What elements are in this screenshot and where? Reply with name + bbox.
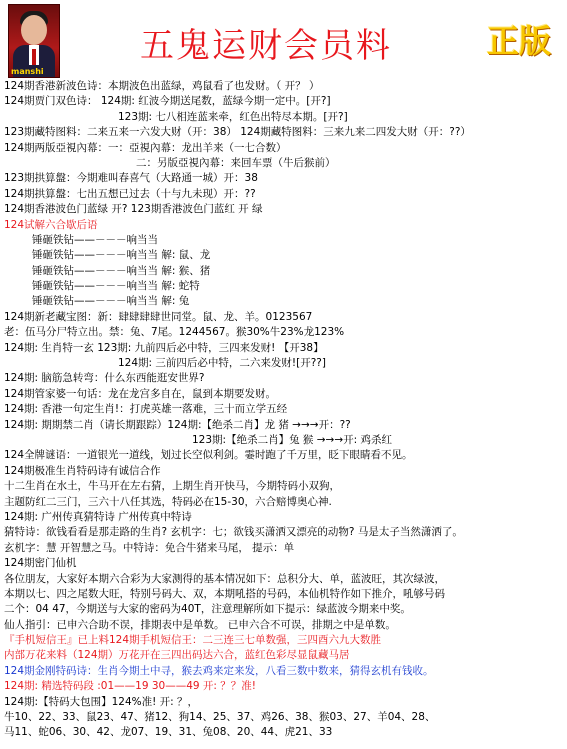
text-line: 锤砸铁钻——－－－响当当 解: 鼠、龙 (32, 249, 211, 262)
text-line: 老：伍马分尸特立出。禁：兔、7尾。1244567。猴30%牛23%龙123% (4, 326, 345, 339)
text-line: 124期: 广州传真猜特诗 广州传真中特诗 (4, 510, 192, 523)
content-body (4, 79, 563, 741)
text-line: 123期: 七八相连蓝来牵，红色出特尽本期。[开?] (118, 110, 348, 123)
text-line: 玄机字：慧 开智慧之马。中特诗：免合牛猪来马尾， 提示：单 (4, 541, 295, 554)
text-line: 124期密门仙机 (4, 557, 77, 570)
text-line: 124期: 三前四后必中特，二六来发财![开??] (118, 357, 326, 370)
avatar-logo: manshi (11, 67, 44, 76)
text-line: 124期: 脑筋急转弯：什么东西能逛安世界? (4, 372, 205, 385)
text-line: 124期金刚特码诗：生肖今期土中寻，猴去鸡来定来发，八看三数中数来，猜得玄机有钱收。 (4, 664, 434, 677)
avatar (8, 4, 60, 78)
text-line: 各位朋友，大家好本期六合彩为大家测得的基本情况如下：总积分大、单，蓝波旺，其次绿波， (4, 572, 445, 585)
text-line: 123期藏特图料：二来五来一六发大财（开：38） 124期藏特图料：三来九来二四发大财（开：??） (4, 126, 471, 139)
text-line: 124全牌谜语：一道银光一道线，划过长空似利剑。霎时跑了千万里，眨下眼睛看不见。 (4, 449, 413, 462)
text-line: 锤砸铁钻——－－－响当当 解: 兔 (32, 295, 190, 308)
text-line: 二：另版亞視內幕：来回车票（牛后猴前） (136, 156, 336, 169)
avatar-tie (32, 49, 36, 65)
text-line: 123期拱算盤：今期难叫春喜气（大路通一城）开：38 (4, 172, 258, 185)
text-line: 124期: 精选特码段 :01——19 30——49 开: ？？准! (4, 680, 256, 693)
text-line: 124期:【特码大包围】124%准! 开: ？， (4, 695, 199, 708)
text-line: 二个：04 47，今期送与大家的密码为40T，注意理解所如下提示：绿蓝波今期来中奖。 (4, 603, 411, 616)
page-header (0, 0, 567, 78)
text-line: 猜特诗：欲钱看看是那走路的生肖? 玄机字：七；欲钱买潇洒又漂亮的动物? 马是太子当然潇洒了。 (4, 526, 463, 539)
text-line: 124期新老藏宝图：新：肆肆肆肆世同堂。鼠、龙、羊。0123567 (4, 310, 313, 323)
text-line: 124期: 香港一句定生肖!：打虎英雄一落难，三十而立学五经 (4, 403, 288, 416)
text-line: 124期: 期期禁二肖（请长期跟踪）124期:【绝杀二肖】龙 猪 →→→开：?? (4, 418, 351, 431)
text-line: 124期: 生肖特一玄 123期: 九前四后必中特，三四来发财! 【开38】 (4, 341, 324, 354)
text-line: 锤砸铁钻——－－－响当当 (32, 233, 158, 246)
text-line: 124试解六合歇后语 (4, 218, 98, 231)
page-title: 五鬼运财会员料 (140, 26, 392, 66)
text-line: 124期管家婆一句话：龙在龙宫多自在，鼠到本期要发财。 (4, 387, 277, 400)
text-line: 牛10、22、33、鼠23、47、猪12、狗14、25、37、鸡26、38、猴03、27、羊04、28、 (4, 711, 436, 724)
text-line: 124期香港波色门蓝绿 开? 123期香港波色门蓝红 开 绿 (4, 203, 263, 216)
text-line: 锤砸铁钻——－－－响当当 解: 蛇特 (32, 280, 200, 293)
text-line: 十二生肖在水土，牛马开在左右猜，上期生肖开快马，今期特码小双狗， (4, 480, 340, 493)
genuine-badge: 正版 (487, 22, 552, 60)
text-line: 124期拱算盤：七出五想已过去（十与九未现）开：?? (4, 187, 256, 200)
text-line: 124期香港新波色诗：本期波色出蓝绿，鸡鼠看了也发财。（ 开？ ） (4, 80, 320, 92)
text-line: 『手机短信王』已上料124期手机短信王：二三连三七单数强，三四酉六九大数胜 (4, 634, 382, 647)
text-line: 123期:【绝杀二肖】兔 猴 →→→开: 鸡杀红 (192, 433, 393, 446)
text-line: 锤砸铁钻——－－－响当当 解: 猴、猪 (32, 264, 211, 277)
avatar-face (21, 15, 47, 45)
text-line: 马11、蛇06、30、42、龙07、19、31、兔08、20、44、虎21、33 (4, 726, 333, 739)
text-line: 仙人指引：已申六合助不误，排期表中是单数。 已申六合不可误，排期之中是单数。 (4, 618, 396, 631)
text-line: 主题防红二三门，三六十八任其选，特码必在15-30，六合赔博奥心神. (4, 495, 332, 508)
text-line: 内部万花来料（124期）万花开在三四出码达六合，蓝红色彩尽显鼠藏马居 (4, 649, 350, 662)
text-line: 本期以七、四之尾数大旺，特别号码大、双，本期吼搭的号码，本仙机特作如下推介，吼够号码 (4, 587, 445, 600)
text-line: 124期贾门双色诗： 124期: 红波今期送尾数，蓝绿今期一定中。[开?] (4, 95, 331, 108)
text-line: 124期两版亞視內幕：一：亞視內幕：龙出羊来（一七合数） (4, 141, 287, 154)
text-line: 124期极准生肖特码诗有诚信合作 (4, 464, 161, 477)
